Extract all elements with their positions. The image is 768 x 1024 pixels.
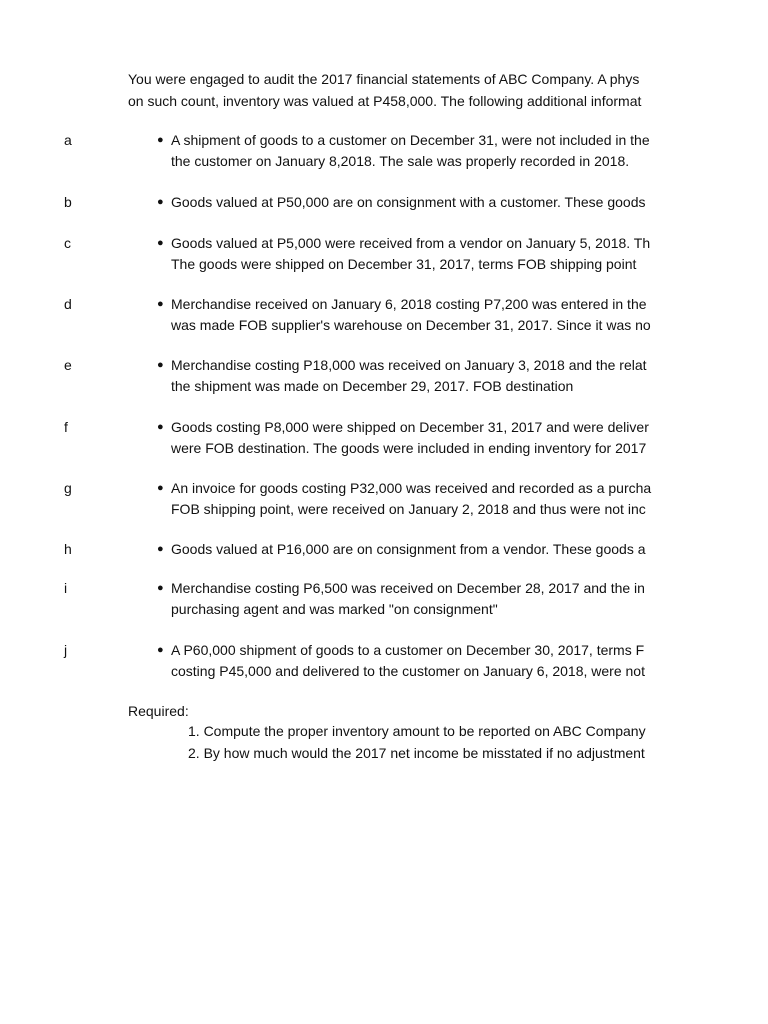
item-text-line-2: costing P45,000 and delivered to the customer on January 6, 2018, were not — [171, 663, 645, 679]
bullet-icon: ● — [157, 543, 164, 555]
item-letter: d — [64, 296, 72, 312]
item-letter: h — [64, 541, 72, 557]
item-text-line-2: The goods were shipped on December 31, 2017, terms FOB shipping point — [171, 256, 637, 272]
item-letter: c — [64, 235, 71, 251]
item-text-line-1: Goods valued at P5,000 were received from a vendor on January 5, 2018. Th — [171, 235, 651, 251]
intro-line-1: You were engaged to audit the 2017 financial statements of ABC Company. A phys — [128, 71, 640, 87]
bullet-icon: ● — [157, 196, 164, 208]
required-question-1: 1. Compute the proper inventory amount to be reported on ABC Company — [188, 723, 646, 739]
bullet-icon: ● — [157, 298, 164, 310]
bullet-icon: ● — [157, 644, 164, 656]
item-letter: g — [64, 480, 72, 496]
item-text-line-1: An invoice for goods costing P32,000 was received and recorded as a purcha — [171, 480, 652, 496]
item-text-line-1: Merchandise costing P18,000 was received on January 3, 2018 and the relat — [171, 357, 647, 373]
item-letter: j — [64, 642, 68, 658]
item-text-line-1: A shipment of goods to a customer on December 31, were not included in the — [171, 132, 650, 148]
item-text-line-2: purchasing agent and was marked "on consignment" — [171, 601, 498, 617]
item-text-line-2: the shipment was made on December 29, 2017. FOB destination — [171, 378, 574, 394]
bullet-icon: ● — [157, 482, 164, 494]
item-text-line-1: Goods valued at P16,000 are on consignment from a vendor. These goods a — [171, 541, 646, 557]
item-text-line-1: A P60,000 shipment of goods to a customer on December 30, 2017, terms F — [171, 642, 645, 658]
bullet-icon: ● — [157, 582, 164, 594]
item-letter: a — [64, 132, 72, 148]
required-question-2: 2. By how much would the 2017 net income be misstated if no adjustment — [188, 745, 645, 761]
item-letter: e — [64, 357, 72, 373]
bullet-icon: ● — [157, 134, 164, 146]
item-text-line-2: FOB shipping point, were received on January 2, 2018 and thus were not inc — [171, 501, 646, 517]
item-letter: b — [64, 194, 72, 210]
bullet-icon: ● — [157, 237, 164, 249]
item-text-line-2: was made FOB supplier's warehouse on December 31, 2017. Since it was no — [171, 317, 651, 333]
item-text-line-2: the customer on January 8,2018. The sale was properly recorded in 2018. — [171, 153, 630, 169]
intro-line-2: on such count, inventory was valued at P458,000. The following additional informat — [128, 93, 642, 109]
required-label: Required: — [128, 703, 189, 719]
item-letter: f — [64, 419, 68, 435]
item-text-line-1: Merchandise costing P6,500 was received on December 28, 2017 and the in — [171, 580, 645, 596]
bullet-icon: ● — [157, 359, 164, 371]
item-text-line-1: Merchandise received on January 6, 2018 costing P7,200 was entered in the — [171, 296, 647, 312]
item-text-line-1: Goods valued at P50,000 are on consignment with a customer. These goods — [171, 194, 646, 210]
item-text-line-2: were FOB destination. The goods were included in ending inventory for 2017 — [171, 440, 647, 456]
item-text-line-1: Goods costing P8,000 were shipped on December 31, 2017 and were deliver — [171, 419, 649, 435]
item-letter: i — [64, 580, 68, 596]
bullet-icon: ● — [157, 421, 164, 433]
